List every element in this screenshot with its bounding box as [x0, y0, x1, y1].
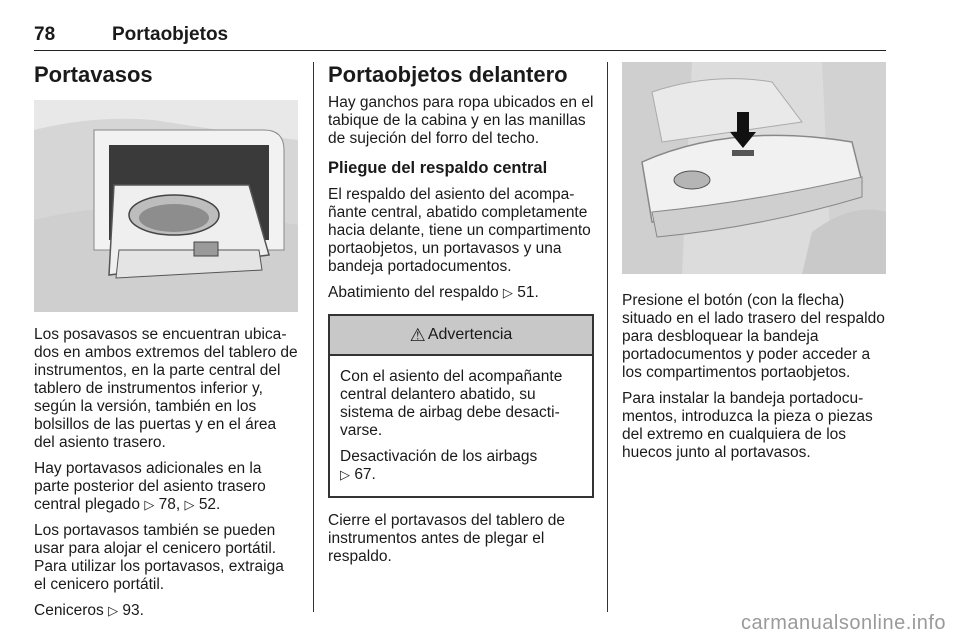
paragraph: Con el asiento del acompañante central delantero abatido, su sistema de airbag debe desactivarse.	[340, 368, 563, 439]
paragraph: El respaldo del asiento del acompañante central, abatido completamente hacia delante, tiene un compartimento portaobjetos, un portavasos y una bandeja portadocumentos.	[328, 186, 591, 275]
warning-box	[328, 314, 594, 498]
watermark: carmanualsonline.info	[740, 612, 946, 634]
page-reference[interactable]: 67.	[354, 466, 376, 483]
reference-arrow-icon: ▷	[144, 497, 155, 512]
column-front-storage	[328, 62, 594, 566]
reference-arrow-icon: ▷	[340, 467, 350, 482]
reference-arrow-icon: ▷	[184, 497, 195, 512]
paragraph	[34, 602, 300, 620]
page-reference[interactable]: 52.	[198, 496, 221, 513]
cupholder-illustration	[34, 100, 298, 312]
page-reference[interactable]: 51.	[517, 284, 539, 301]
warning-title: Advertencia	[427, 326, 513, 343]
paragraph: Hay ganchos para ropa ubicados en el tabique de la cabina y en las manillas de sujeción del forro del techo.	[328, 94, 594, 147]
paragraph	[328, 284, 594, 302]
section-title: Portaobjetos delantero	[328, 62, 568, 87]
page-reference[interactable]: 93.	[122, 602, 144, 619]
column-divider	[313, 62, 314, 612]
subsection-title: Pliegue del respaldo central	[328, 159, 548, 177]
paragraph: Presione el botón (con la flecha) situado en el lado trasero del respaldo para desbloquear la bandeja portadocumentos y poder acceder a los compartimentos portaobjetos.	[622, 292, 885, 381]
paragraph: Los portavasos también se pueden usar para alojar el cenicero portátil. Para utilizar los portavasos, extraiga el cenicero portátil.	[34, 522, 284, 593]
reference-arrow-icon: ▷	[502, 285, 513, 300]
paragraph	[340, 448, 582, 484]
paragraph: Hay portavasos adicionales en la parte posterior del asiento trasero central plegado ▷ 78, ▷ 52.	[34, 460, 266, 513]
paragraph-text: Desactivación de los airbags	[340, 448, 538, 465]
warning-header	[330, 316, 592, 356]
section-title: Portavasos	[34, 62, 153, 87]
paragraph: Los posavasos se encuentran ubicados en ambos extremos del tablero de instrumentos, en la parte central del tablero de instrumentos inferior y, según la versión, también en los bolsillos de las puertas y en el área del asiento trasero.	[34, 326, 298, 451]
paragraph-text: Hay portavasos adicionales en la parte posterior del asiento trasero central plegado	[34, 460, 266, 513]
page-reference[interactable]: 78	[158, 496, 176, 513]
warning-body	[330, 356, 592, 496]
paragraph-text: Abatimiento del respaldo	[328, 284, 499, 301]
column-cupholders	[34, 62, 300, 620]
warning-icon: ⚠	[409, 325, 426, 345]
seatback-illustration	[622, 62, 886, 274]
paragraph: Para instalar la bandeja portadocumentos, introduzca la pieza o piezas del extremo en cualquiera de los huecos junto al portavasos.	[622, 390, 873, 461]
paragraph: Cierre el portavasos del tablero de instrumentos antes de plegar el respaldo.	[328, 512, 565, 565]
reference-arrow-icon: ▷	[108, 603, 119, 618]
paragraph-text: Ceniceros	[34, 602, 104, 619]
column-instructions	[622, 62, 886, 462]
page-number: 78	[34, 24, 56, 45]
page-header	[34, 22, 886, 51]
chapter-title: Portaobjetos	[112, 24, 229, 45]
column-divider	[607, 62, 608, 612]
